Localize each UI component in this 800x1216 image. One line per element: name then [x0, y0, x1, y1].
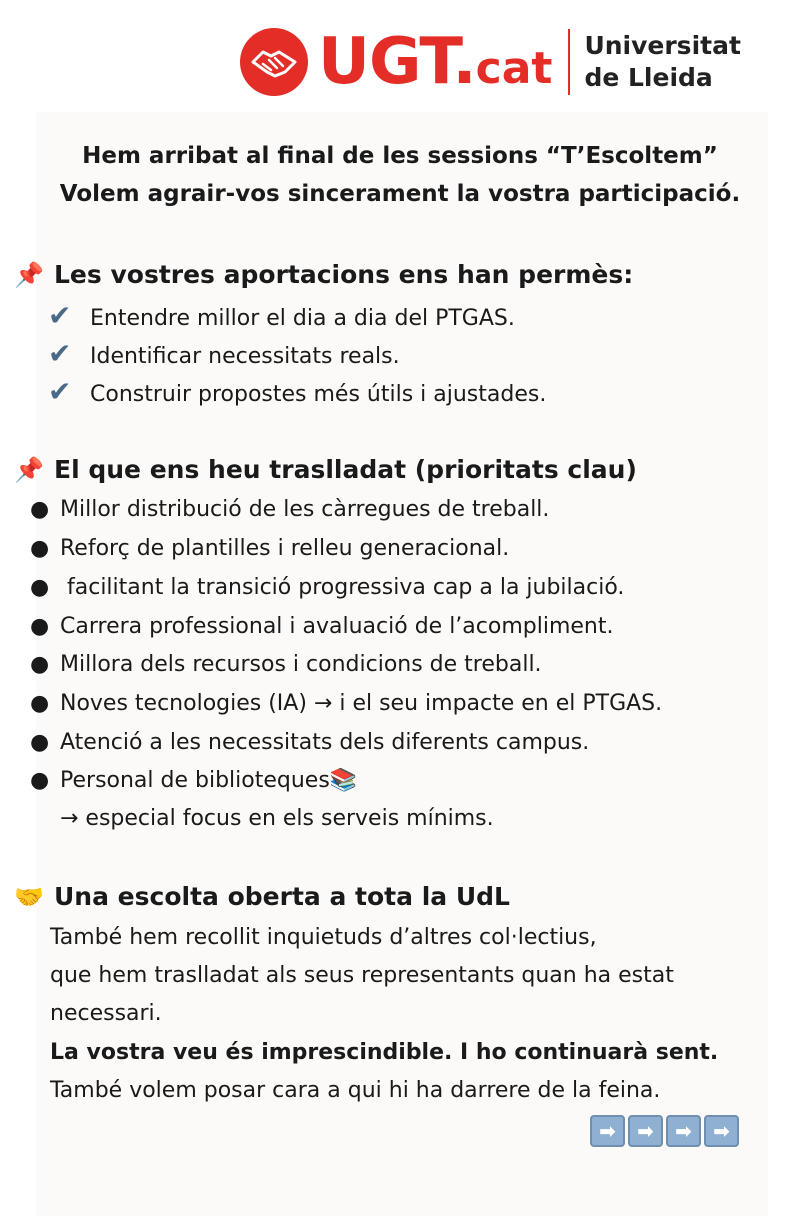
brand-dot: . [452, 25, 476, 99]
list-item-text: Millor distribució de les càrregues de treball. [60, 497, 550, 522]
list-item-text: Reforç de plantilles i relleu generacional. [60, 536, 510, 561]
section3-line-2: que hem traslladat als seus representants quan ha estat [50, 963, 674, 988]
intro [0, 137, 800, 213]
section3-bold-line: La vostra veu és imprescindible. I ho continuarà sent. [50, 1040, 719, 1065]
section1-title-text: Les vostres aportacions ens han permès: [54, 260, 634, 289]
bullet-icon: ● [30, 730, 50, 755]
right-arrow-icon: ➡ [704, 1115, 739, 1147]
bullet-icon: ● [30, 497, 50, 522]
list-item [30, 762, 357, 800]
handshake-icon: 🤝 [14, 883, 44, 911]
list-item-text: Atenció a les necessitats dels diferents campus. [60, 730, 590, 755]
brand-suffix: cat [475, 43, 553, 94]
bullet-icon: ● [30, 614, 50, 639]
section3-title-text: Una escolta oberta a tota la UdL [54, 882, 510, 911]
section2-title-text: El que ens heu traslladat (prioritats clau) [54, 455, 637, 484]
arrow-row [590, 1115, 739, 1147]
list-item [30, 685, 662, 723]
list-item-text: Noves tecnologies (IA) → i el seu impacte en el PTGAS. [60, 691, 663, 716]
right-arrow-icon: ➡ [666, 1115, 701, 1147]
checkmark-icon: ✔ [48, 337, 72, 370]
bullet-icon: ● [30, 691, 50, 716]
brand-logo [318, 25, 553, 99]
list-item-text: Construir propostes més útils i ajustades. [90, 382, 547, 407]
bullet-icon: ● [30, 652, 50, 677]
list-item-text: Personal de biblioteques📚 [60, 768, 358, 793]
intro-line-2: Volem agrair-vos sincerament la vostra participació. [59, 181, 741, 207]
list-item-text: facilitant la transició progressiva cap a la jubilació. [60, 575, 625, 600]
list-item [48, 373, 546, 414]
checkmark-icon: ✔ [48, 375, 72, 408]
checkmark-icon: ✔ [48, 299, 72, 332]
section2-title [14, 452, 637, 488]
list-item [30, 491, 549, 529]
header [240, 24, 785, 100]
bullet-icon: ● [30, 536, 50, 561]
list-item-text: Entendre millor el dia a dia del PTGAS. [90, 306, 515, 331]
org-name [584, 30, 740, 94]
section1-title [14, 257, 633, 293]
section3-title [14, 879, 510, 915]
list-item [30, 569, 624, 607]
section3-line-3: necessari. [50, 1001, 162, 1026]
list-item [30, 724, 589, 762]
pushpin-icon: 📌 [14, 261, 44, 289]
list-item-text: Millora dels recursos i condicions de treball. [60, 652, 542, 677]
org-line-2: de Lleida [584, 63, 713, 92]
section3-line-4: També volem posar cara a qui hi ha darrere de la feina. [50, 1078, 661, 1103]
list-continuation: → especial focus en els serveis mínims. [60, 806, 494, 831]
handshake-icon [240, 28, 308, 96]
org-line-1: Universitat [584, 31, 741, 60]
list-item [48, 335, 400, 376]
bullet-icon: ● [30, 768, 50, 793]
list-item [30, 530, 509, 568]
header-divider [568, 29, 570, 95]
pushpin-icon: 📌 [14, 456, 44, 484]
intro-line-1: Hem arribat al final de les sessions “T’Escoltem” [82, 143, 718, 169]
list-item [48, 297, 515, 338]
section3-line-1: També hem recollit inquietuds d’altres col·lectius, [50, 925, 597, 950]
list-item-text: Carrera professional i avaluació de l’acompliment. [60, 614, 614, 639]
bullet-icon: ● [30, 575, 50, 600]
right-arrow-icon: ➡ [628, 1115, 663, 1147]
brand-main: UGT [318, 25, 453, 99]
right-arrow-icon: ➡ [590, 1115, 625, 1147]
list-item-text: Identificar necessitats reals. [90, 344, 400, 369]
list-item [30, 646, 542, 684]
list-item [30, 608, 613, 646]
